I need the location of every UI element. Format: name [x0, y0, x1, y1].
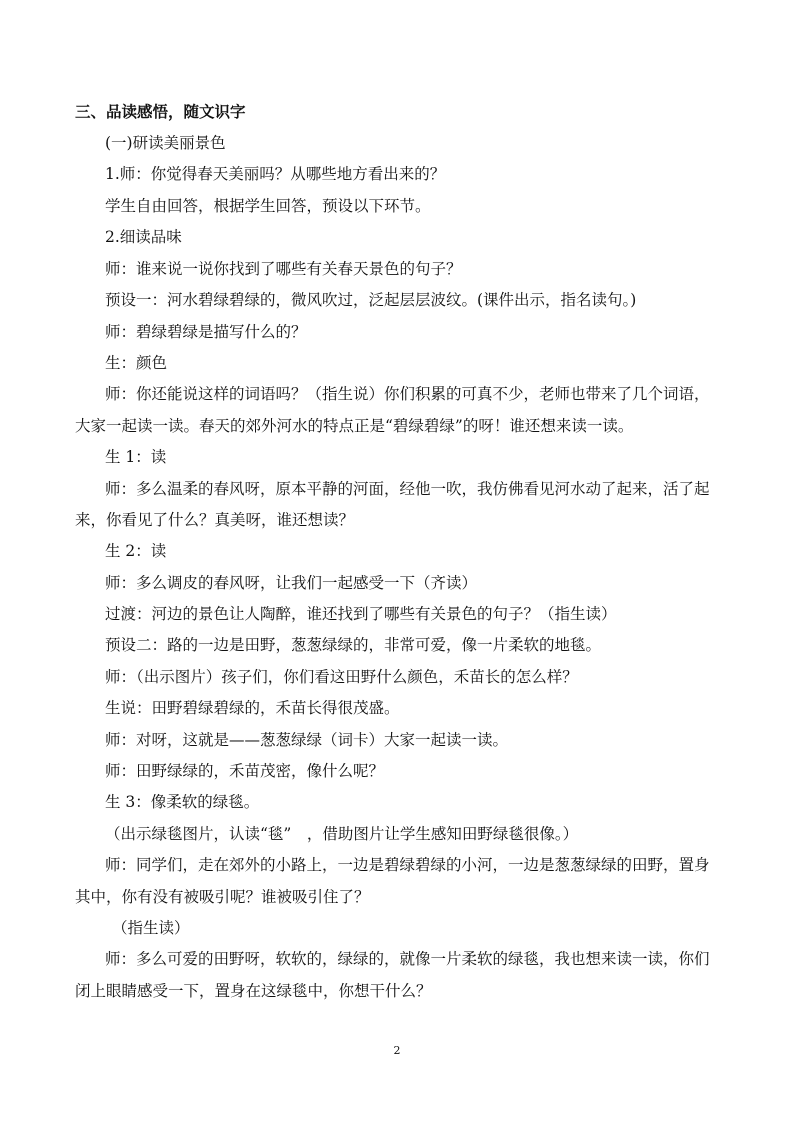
paragraph: 预设一：河水碧绿碧绿的，微风吹过，泛起层层波纹。(课件出示，指名读句。): [105, 291, 637, 309]
subsection-title: 2.细读品味: [105, 228, 182, 246]
paragraph: 生 3：像柔软的绿毯。: [105, 793, 260, 811]
paragraph: 师：田野绿绿的，禾苗茂密，像什么呢？: [105, 762, 385, 780]
paragraph-continuation: 来，你看见了什么？真美呀，谁还想读？: [75, 511, 355, 529]
paragraph: 师：多么温柔的春风呀，原本平静的河面，经他一吹，我仿佛看见河水动了起来，活了起: [105, 480, 710, 498]
paragraph-continuation: 其中，你有没有被吸引呢？谁被吸引住了？: [75, 888, 370, 906]
paragraph: 1.师：你觉得春天美丽吗？从哪些地方看出来的？: [105, 165, 446, 183]
paragraph: 预设二：路的一边是田野，葱葱绿绿的，非常可爱，像一片柔软的地毯。: [105, 636, 602, 654]
paragraph: 师：你还能说这样的词语吗？（指生说）你们积累的可真不少，老师也带来了几个词语，: [105, 385, 710, 403]
paragraph: 生说：田野碧绿碧绿的，禾苗长得很茂盛。: [105, 699, 400, 717]
paragraph: 师：多么调皮的春风呀，让我们一起感受一下（齐读）: [105, 574, 478, 592]
paragraph: 师：谁来说一说你找到了哪些有关春天景色的句子？: [105, 260, 462, 278]
paragraph: 生 1：读: [105, 448, 167, 466]
paragraph: 生 2：读: [105, 542, 167, 560]
paragraph: （指生读）: [112, 919, 190, 937]
paragraph: 师：碧绿碧绿是描写什么的？: [105, 323, 307, 341]
page-number: 2: [393, 1044, 401, 1057]
paragraph: 师：多么可爱的田野呀，软软的，绿绿的，就像一片柔软的绿毯，我也想来读一读，你们: [105, 950, 710, 968]
paragraph: 师：（出示图片）孩子们，你们看这田野什么颜色，禾苗长的怎么样？: [105, 668, 578, 686]
paragraph-continuation: 闭上眼睛感受一下，置身在这绿毯中，你想干什么？: [75, 982, 432, 1000]
paragraph-continuation: 大家一起读一读。春天的郊外河水的特点正是“碧绿碧绿”的呀！谁还想来读一读。: [75, 417, 634, 435]
paragraph: （出示绿毯图片，认读“毯” ，借助图片让学生感知田野绿毯很像。）: [105, 825, 579, 843]
section-heading: 三、品读感悟，随文识字: [75, 103, 246, 121]
paragraph: 学生自由回答，根据学生回答，预设以下环节。: [105, 197, 431, 215]
paragraph: 生：颜色: [105, 354, 168, 372]
paragraph: 师：对呀，这就是——葱葱绿绿（词卡）大家一起读一读。: [105, 731, 509, 749]
paragraph: 过渡：河边的景色让人陶醉，谁还找到了哪些有关景色的句子？（指生读）: [105, 605, 617, 623]
paragraph: 师：同学们，走在郊外的小路上，一边是碧绿碧绿的小河，一边是葱葱绿绿的田野，置身: [105, 856, 710, 874]
subsection-title: (一)研读美丽景色: [105, 134, 226, 152]
